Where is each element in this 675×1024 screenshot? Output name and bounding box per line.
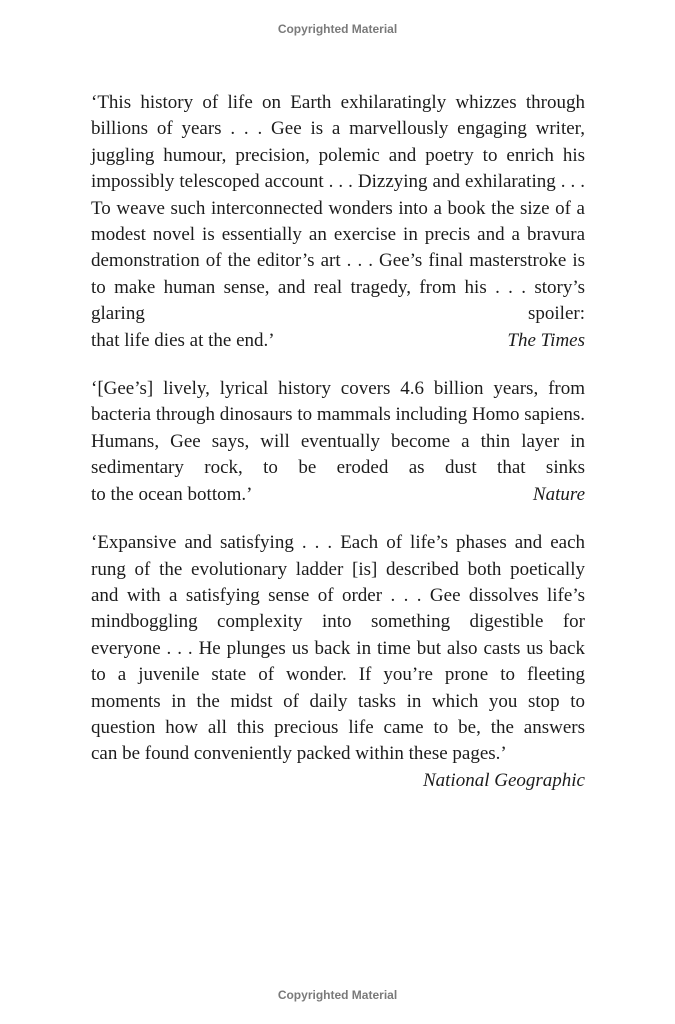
review-quote-nature xyxy=(91,376,585,508)
quote-body: ‘Expansive and satisfying . . . Each of life’s phases and each rung of the evolutionary ladder [is] described both poetically and with a satisfying sense of order . . . Gee dissolves life’s mindboggling complexity into something digestible for everyone . . . He plunges us back in time but also casts us back to a juvenile state of wonder. If you’re prone to fleeting moments in the midst of daily tasks in which you stop to question how all this precious life came to be, the answers xyxy=(91,532,585,738)
quote-source: Nature xyxy=(532,483,585,505)
quote-source: The Times xyxy=(507,329,585,351)
quote-body: ‘This history of life on Earth exhilaratingly whizzes through billions of years . . . Gee is a marvellously engaging writer, juggling humour, precision, polemic and poetry to enrich his impossibly telescoped account . . . Dizzying and exhilarating . . . To weave such interconnected wonders into a book the size of a modest novel is essentially an exercise in precis and a bravura demonstration of the editor’s art . . . Gee’s final masterstroke is to make human sense, and real tragedy, from his . . . story’s glaring spoiler: xyxy=(91,92,585,325)
review-quote-national-geographic xyxy=(91,530,585,794)
quote-last-line xyxy=(91,741,585,767)
quote-source: National Geographic xyxy=(422,769,585,791)
quote-ending: that life dies at the end.’ xyxy=(91,329,275,351)
review-quotes xyxy=(91,90,585,816)
quote-body: ‘[Gee’s] lively, lyrical history covers 4.6 billion years, from bacteria through dinosaurs to mammals including Homo sapiens. Humans, Gee says, will eventually become a thin layer in sedimentary rock, to be eroded as dust that sinks xyxy=(91,378,585,479)
quote-ending: can be found conveniently packed within these pages.’ xyxy=(91,743,507,765)
review-quote-times xyxy=(91,90,585,354)
quote-ending: to the ocean bottom.’ xyxy=(91,483,253,505)
copyright-watermark-top: Copyrighted Material xyxy=(277,22,398,36)
quote-last-line xyxy=(91,482,585,508)
quote-source-line xyxy=(91,768,585,794)
quote-last-line xyxy=(91,328,585,354)
copyright-watermark-bottom: Copyrighted Material xyxy=(277,988,398,1002)
